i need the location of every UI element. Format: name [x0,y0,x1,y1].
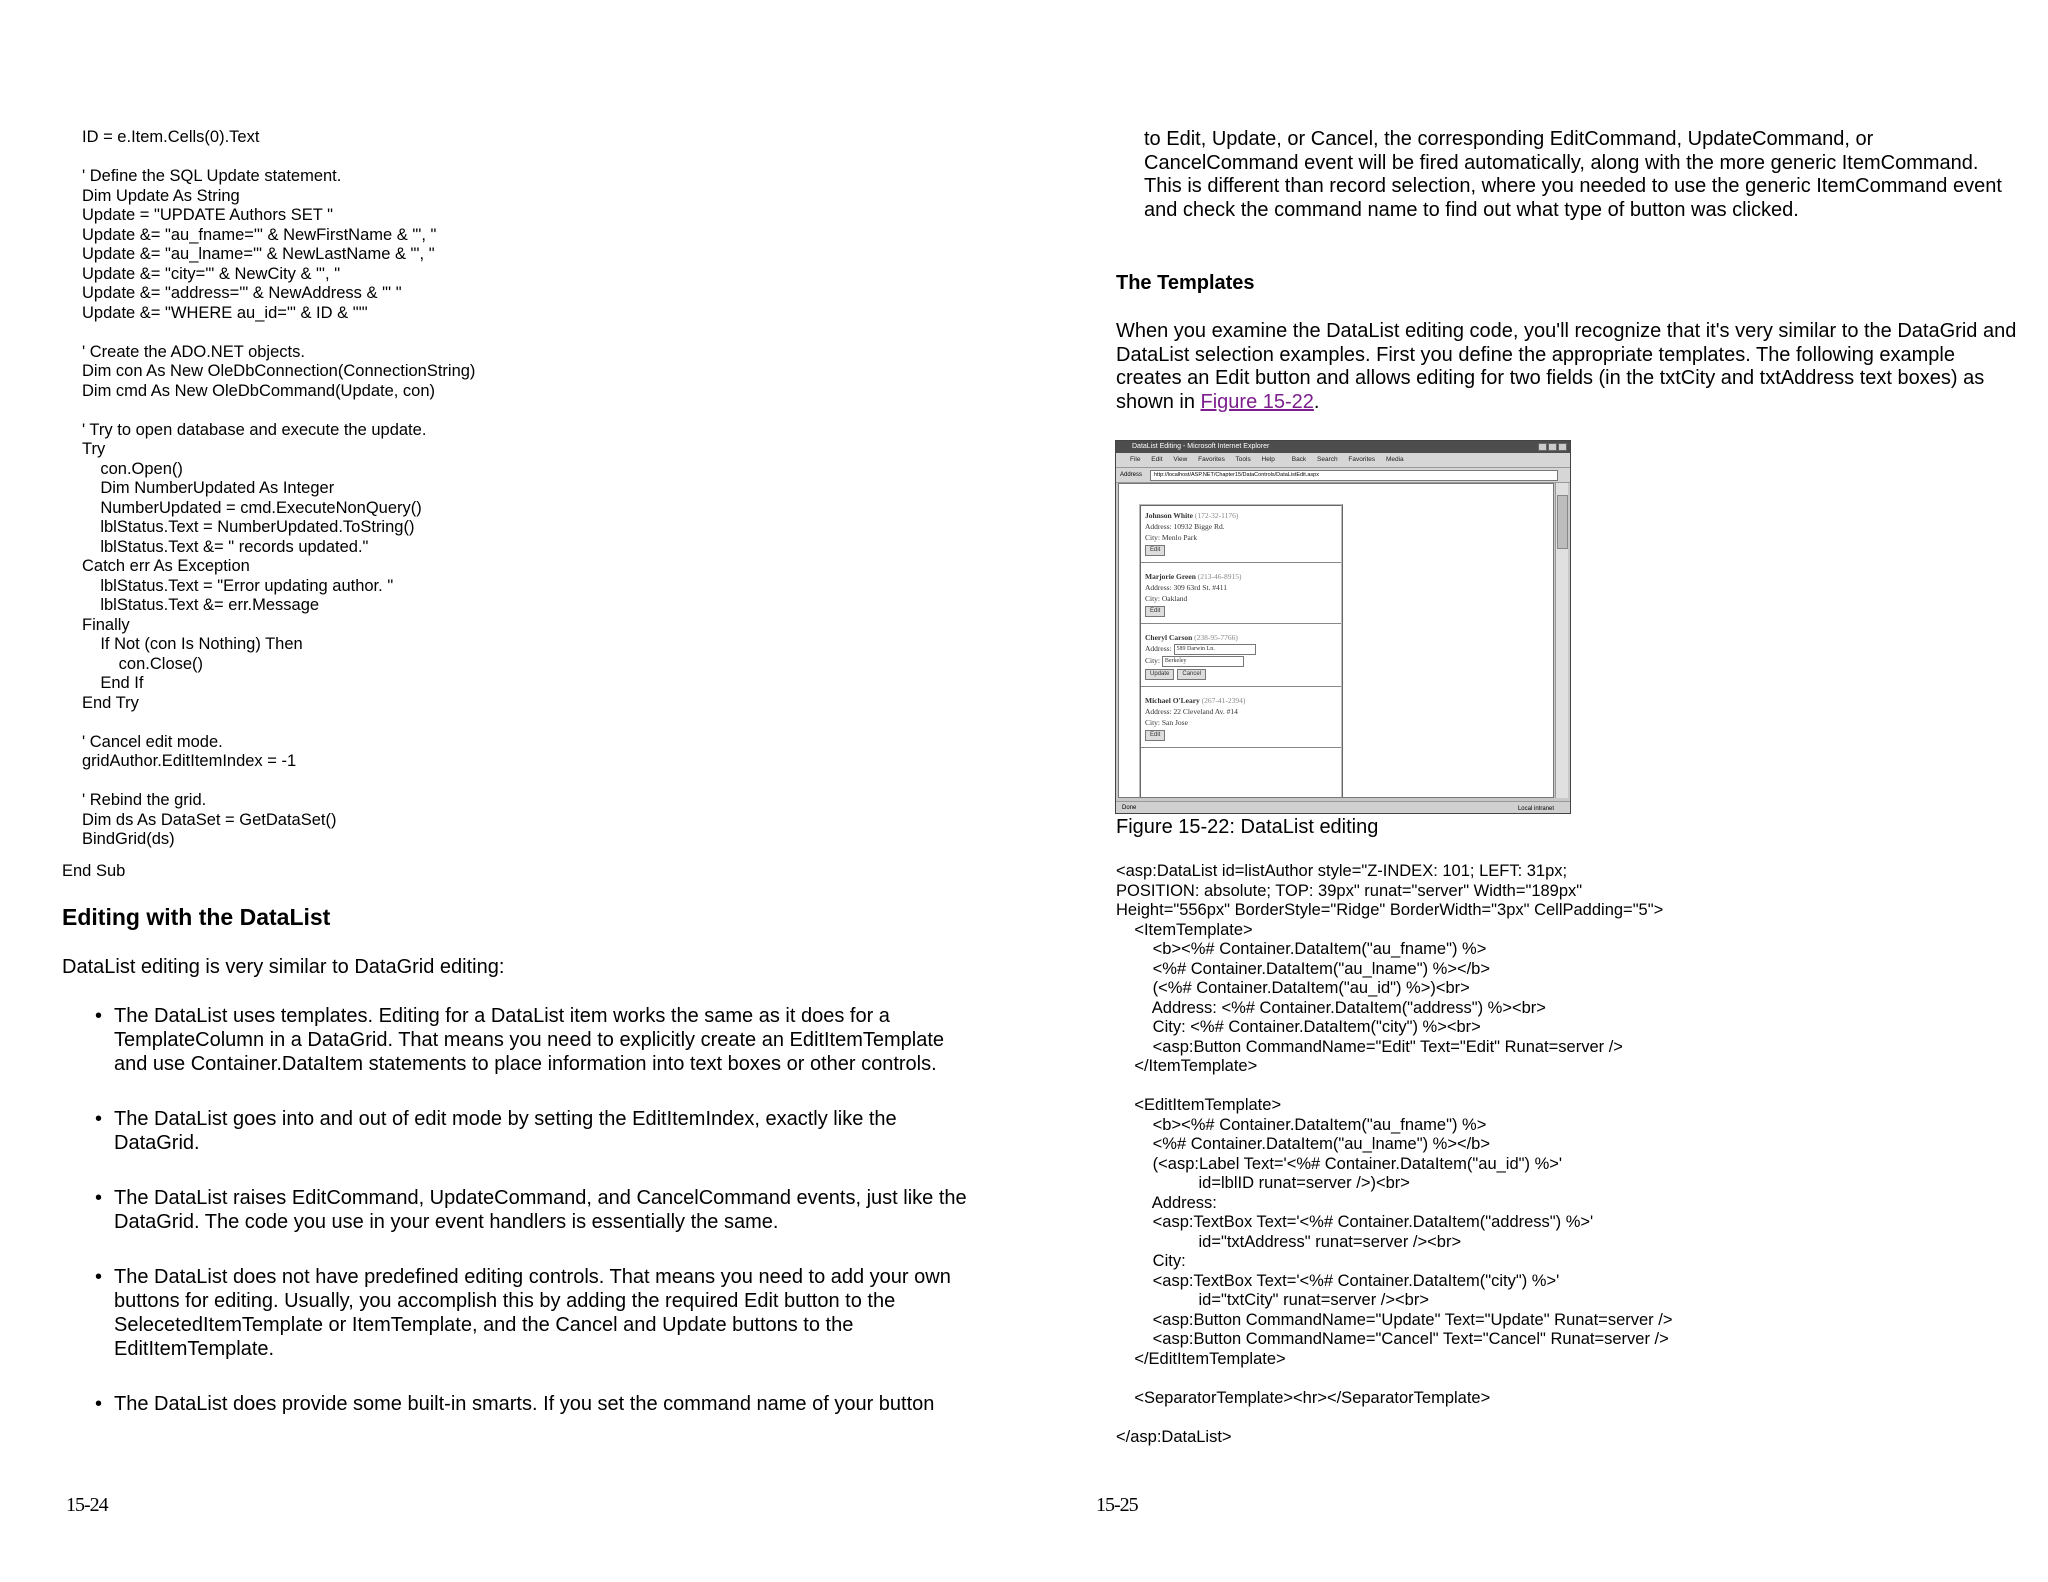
city-line [1145,593,1337,604]
toolbar-media: Media [1385,456,1404,463]
continuation-paragraph: to Edit, Update, or Cancel, the corresponding EditCommand, UpdateCommand, or CancelCommand event will be fired automatically, along with the more generic ItemCommand. This is different than record selection, where you needed to use the generic ItemCommand event and check the command name to find out what type of button was clicked. [1144,128,2002,221]
browser-menubar [1116,453,1570,468]
menu-view: View [1173,456,1188,463]
right-page [1024,0,2048,1582]
code-line: lblStatus.Text &= " records updated." [82,537,369,556]
author-name: Johnson White [1145,511,1194,520]
author-name: Michael O'Leary [1145,695,1200,705]
code-line: Update &= "city='" & NewCity & "', " [82,264,341,283]
code-line: Address: <%# Container.DataItem("address") %><br> [1116,998,1546,1017]
address-line [1145,582,1337,593]
menu-tools: Tools [1235,456,1251,463]
code-line: Finally [82,615,130,634]
code-line: id=lblID runat=server />)<br> [1116,1174,1410,1192]
toolbar-back: Back [1291,456,1307,463]
code-line: Try [82,440,106,458]
page-number: 15-24 [66,1494,108,1516]
author-id: (213-46-8915) [1195,572,1242,581]
code-line: </asp:DataList> [1116,1427,1232,1446]
browser-statusbar [1116,801,1570,813]
templates-paragraph [1116,320,2021,414]
bullet-text: The DataList goes into and out of edit mode by setting the EditItemIndex, exactly like the DataGrid. [114,1108,897,1154]
code-line: City: <%# Container.DataItem("city") %><br> [1116,1018,1481,1036]
address-value: 22 Cleveland Av. #14 [1173,706,1238,716]
page-number: 15-25 [1096,1494,1138,1516]
code-line: <b><%# Container.DataItem("au_fname") %> [1116,940,1487,958]
close-icon [1558,443,1567,451]
button-row [1145,728,1337,741]
code-line: (<asp:Label Text='<%# Container.DataItem("au_id") %>' [1116,1154,1563,1173]
code-line: ' Try to open database and execute the update. [82,420,427,439]
city-label: City: [1145,655,1162,665]
code-line: ' Create the ADO.NET objects. [82,342,305,361]
list-item [62,1186,982,1234]
code-line [82,148,475,168]
city-value: Oakland [1161,594,1188,603]
address-url: http://localhost/ASP.NET/Chapter15/DataControls/DataListEdit.aspx [1150,470,1558,481]
code-line: <SeparatorTemplate><hr></SeparatorTemplate> [1116,1388,1491,1407]
code-line: </EditItemTemplate> [1116,1349,1286,1368]
code-line: Dim Update As String [82,186,240,205]
code-line: Dim ds As DataSet = GetDataSet() [82,810,337,829]
code-line: Catch err As Exception [82,557,250,575]
code-line: End If [82,674,144,692]
code-line: <asp:Button CommandName="Cancel" Text="Cancel" Runat=server /> [1116,1330,1669,1348]
address-line [1145,521,1337,532]
address-label: Address: [1145,522,1174,531]
code-line [82,401,475,421]
separator [1141,623,1341,624]
code-line [1116,1369,1672,1389]
code-line: <%# Container.DataItem("au_lname") %></b> [1116,959,1490,978]
author-line [1145,510,1337,521]
toolbar-search: Search [1317,456,1338,463]
vb-code-block [82,128,475,850]
address-label: Address [1120,472,1143,478]
code-line: Dim NumberUpdated As Integer [82,479,335,497]
code-line: con.Close() [82,654,204,673]
bullet-icon: • [95,1266,103,1288]
update-button[interactable]: Update [1145,669,1174,680]
code-line: ' Cancel edit mode. [82,732,223,751]
list-item [62,1265,982,1361]
city-value: Menlo Park [1161,533,1198,542]
bullet-text: The DataList does provide some built-in smarts. If you set the command name of your button [114,1393,935,1415]
button-row [1145,667,1337,680]
section-heading: The Templates [1116,272,1255,294]
city-line [1145,532,1337,543]
author-line [1145,632,1337,643]
figure-link[interactable]: Figure 15-22 [1200,390,1314,413]
edit-button[interactable]: Edit [1145,606,1165,617]
code-line: id="txtAddress" runat=server /><br> [1116,1232,1462,1251]
figure-caption: Figure 15-22: DataList editing [1116,816,1379,838]
code-line: <EditItemTemplate> [1116,1096,1282,1114]
address-value: 10932 Bigge Rd. [1173,522,1225,531]
author-name: Cheryl Carson [1145,633,1193,642]
separator [1141,562,1341,563]
code-line: BindGrid(ds) [82,830,175,848]
list-item [62,1004,982,1076]
bullet-icon: • [95,1108,103,1130]
bullet-text: The DataList does not have predefined editing controls. That means you need to add your own buttons for editing. Usually, you accomplish this by adding the required Edit button to the SelecetedItemTemplate or ItemTemplate, and the Cancel and Update buttons to the EditItemTemplate. [114,1266,951,1360]
end-sub-line: End Sub [62,862,126,880]
code-line: Update = "UPDATE Authors SET " [82,206,333,224]
address-line [1145,706,1337,717]
code-line: Update &= "address='" & NewAddress & "' " [82,284,402,302]
section-heading: Editing with the DataList [62,904,331,930]
code-line: Address: [1116,1193,1217,1212]
code-line: (<%# Container.DataItem("au_id") %>)<br> [1116,979,1470,997]
address-label: Address: [1145,583,1174,592]
code-line: <ItemTemplate> [1116,920,1253,939]
intro-paragraph: DataList editing is very similar to DataGrid editing: [62,956,505,978]
code-line: <b><%# Container.DataItem("au_fname") %> [1116,1115,1487,1134]
datalist-item [1145,632,1337,687]
code-line: End Try [82,693,139,712]
code-line: ' Define the SQL Update statement. [82,167,342,185]
city-label: City: [1145,533,1162,542]
city-line [1145,655,1337,667]
author-id: (172-32-1176) [1193,511,1239,520]
datalist-item [1145,695,1337,748]
code-line [1116,1408,1672,1428]
city-label: City: [1145,594,1162,603]
city-textbox[interactable]: Berkeley [1162,656,1244,667]
code-line: Dim con As New OleDbConnection(ConnectionString) [82,362,476,380]
code-line: ' Rebind the grid. [82,791,207,809]
address-line [1145,643,1337,655]
code-line: gridAuthor.EditItemIndex = -1 [82,752,297,770]
window-title: DataList Editing - Microsoft Internet Explorer [1132,443,1270,450]
address-label: Address: [1145,706,1174,716]
code-line: <asp:Button CommandName="Edit" Text="Edit" Runat=server /> [1116,1037,1623,1056]
datalist-item [1145,510,1337,563]
bullet-icon: • [95,1187,103,1209]
code-line: id="txtCity" runat=server /><br> [1116,1291,1429,1309]
code-line: Update &= "WHERE au_id='" & ID & "'" [82,303,368,322]
scrollbar [1555,483,1568,798]
code-line: NumberUpdated = cmd.ExecuteNonQuery() [82,498,422,517]
separator [1141,747,1341,748]
datalist-preview [1139,504,1343,798]
code-line [82,772,475,792]
address-label: Address: [1145,644,1174,653]
list-item [62,1107,982,1155]
address-bar [1116,468,1570,483]
menu-file: File [1130,456,1141,463]
bullet-list [62,1004,982,1447]
list-item [62,1392,982,1416]
code-line: Dim cmd As New OleDbCommand(Update, con) [82,381,436,400]
paragraph-text: When you examine the DataList editing code, you'll recognize that it's very similar to the DataGrid and DataList selection examples. First you define the appropriate templates. The following example creates an Edit button and allows editing for two fields (in the txtCity and txtAddress text boxes) as shown in [1116,320,2017,413]
code-line: <asp:TextBox Text='<%# Container.DataItem("city") %>' [1116,1271,1560,1290]
status-text: Done [1122,805,1137,811]
code-line [1116,1077,1672,1097]
city-value: San Jose [1161,717,1188,727]
code-line: POSITION: absolute; TOP: 39px" runat="server" Width="189px" [1116,881,1583,900]
code-line: <asp:DataList id=listAuthor style="Z-INDEX: 101; LEFT: 31px; [1116,862,1568,880]
menu-favorites: Favorites [1198,456,1225,463]
aspx-code-block [1116,862,1672,1447]
code-line: </ItemTemplate> [1116,1057,1258,1075]
cancel-button[interactable]: Cancel [1177,669,1206,680]
menu-help: Help [1261,456,1275,463]
bullet-icon: • [95,1393,103,1415]
code-line [82,323,475,343]
button-row [1145,543,1337,556]
author-name: Marjorie Green [1145,572,1196,581]
code-line: <asp:TextBox Text='<%# Container.DataItem("address") %>' [1116,1213,1594,1231]
code-line: Update &= "au_fname='" & NewFirstName & "', " [82,225,437,244]
separator [1141,686,1341,687]
code-line: con.Open() [82,459,183,478]
datalist-item [1145,571,1337,624]
button-row [1145,604,1337,617]
code-line: Update &= "au_lname='" & NewLastName & "', " [82,245,435,263]
code-line [82,713,475,733]
code-line: ID = e.Item.Cells(0).Text [82,128,260,146]
bullet-text: The DataList uses templates. Editing for a DataList item works the same as it does for a TemplateColumn in a DataGrid. That means you need to explicitly create an EditItemTemplate and use Container.DataItem statements to place information into text boxes or other controls. [114,1005,945,1075]
paragraph-end: . [1313,390,1320,413]
minimize-icon [1538,443,1547,451]
edit-button[interactable]: Edit [1145,730,1165,741]
window-controls [1537,443,1567,451]
code-line: If Not (con Is Nothing) Then [82,635,303,653]
toolbar-favorites: Favorites [1348,456,1376,463]
address-value: 309 63rd St. #411 [1173,583,1228,592]
window-titlebar [1116,441,1570,453]
code-line: lblStatus.Text &= err.Message [82,596,320,614]
code-line: lblStatus.Text = NumberUpdated.ToString() [82,518,415,536]
code-line: City: [1116,1252,1186,1270]
code-line: <asp:Button CommandName="Update" Text="Update" Runat=server /> [1116,1310,1673,1329]
city-line [1145,717,1337,728]
city-label: City: [1145,717,1162,727]
scrollbar-thumb [1557,495,1568,549]
code-line: Height="556px" BorderStyle="Ridge" BorderWidth="3px" CellPadding="5"> [1116,901,1664,919]
browser-content [1118,483,1554,798]
edit-button[interactable]: Edit [1145,545,1165,556]
maximize-icon [1548,443,1557,451]
author-line [1145,571,1337,582]
status-zone: Local intranet [1517,806,1554,812]
code-line: lblStatus.Text = "Error updating author. " [82,576,394,595]
address-textbox[interactable]: 589 Darwin Ln. [1174,644,1256,655]
author-line [1145,695,1337,706]
bullet-text: The DataList raises EditCommand, UpdateCommand, and CancelCommand events, just like the DataGrid. The code you use in your event handlers is essentially the same. [114,1187,967,1233]
bullet-icon: • [95,1005,103,1027]
figure-screenshot [1115,440,1571,814]
author-id: (238-95-7766) [1192,633,1238,642]
author-id: (267-41-2394) [1199,695,1246,705]
code-line: <%# Container.DataItem("au_lname") %></b> [1116,1135,1490,1153]
menu-edit: Edit [1151,456,1163,463]
